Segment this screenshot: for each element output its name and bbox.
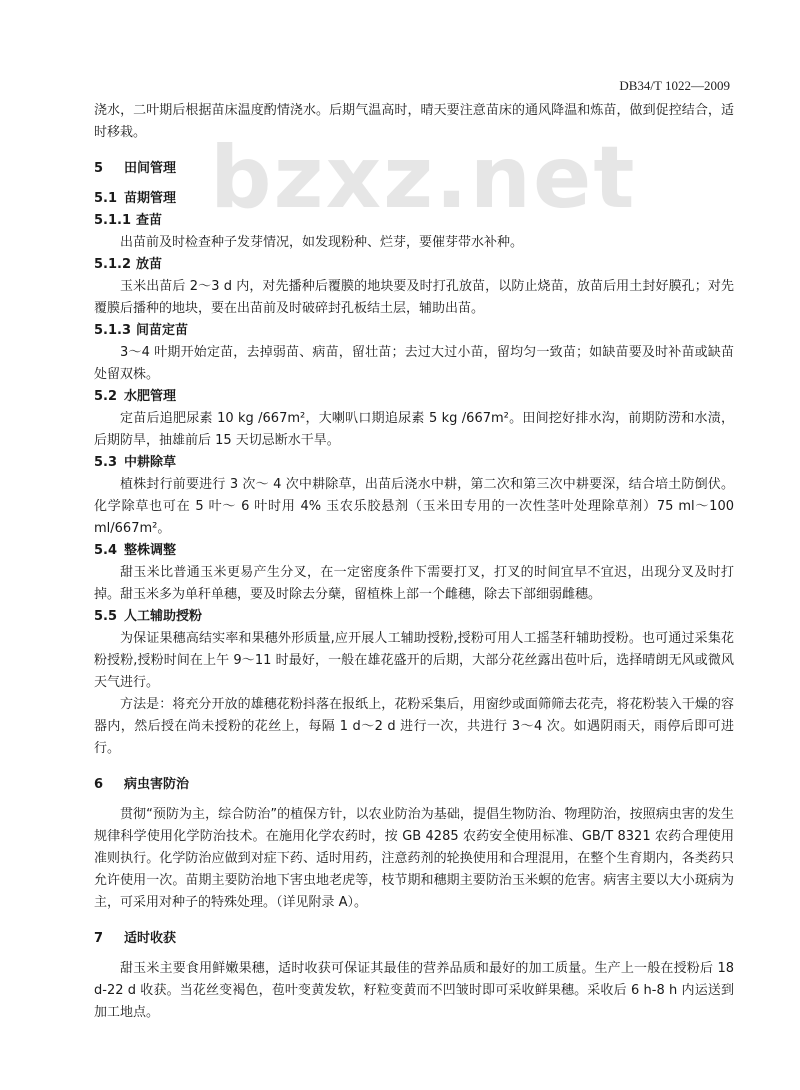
section-number: 5.1.2 [94,257,132,272]
section-title: 间苗定苗 [136,323,189,338]
section-5-4-text: 甜玉米比普通玉米更易产生分叉，在一定密度条件下需要打叉，打叉的时间宜早不宜迟，出现分叉及时打掉。甜玉米多为单秆单穗，要及时除去分蘖，留植株上部一个雌穗，除去下部细弱雌穗。 [94,565,734,602]
section-5-1-3-text: 3～4 叶期开始定苗，去掉弱苗、病苗，留壮苗；去过大过小苗，留均匀一致苗；如缺苗要及时补苗或缺苗处留双株。 [94,345,734,382]
document-body [94,100,734,1024]
section-title: 适时收获 [124,931,177,946]
section-number: 5.1.1 [94,213,132,228]
section-number: 7 [94,931,104,946]
section-5-1-1-text: 出苗前及时检查种子发芽情况，如发现粉种、烂芽，要催芽带水补种。 [120,235,524,250]
section-title: 苗期管理 [124,191,177,206]
section-5-1-3-heading [94,320,734,342]
section-5-5-text: 为保证果穗高结实率和果穗外形质量,应开展人工辅助授粉,授粉可用人工摇茎秆辅助授粉。也可通过采集花粉授粉,授粉时间在上午 9～11 时最好，一般在雄花盛开的后期，大部分花丝露出苞叶后，选择晴朗无风或微风天气进行。 [94,631,734,690]
section-5-2-heading [94,386,734,408]
section-5-5-method-text: 方法是：将充分开放的雄穗花粉抖落在报纸上，花粉采集后，用窗纱或面筛筛去花壳，将花粉装入干燥的容器内，然后授在尚未授粉的花丝上，每隔 1 d～2 d 进行一次，共进行 3～4 次。如遇阴雨天，雨停后即可进行。 [94,697,734,756]
section-title: 中耕除草 [124,455,177,470]
section-title: 放苗 [136,257,163,272]
section-5-1-2-text: 玉米出苗后 2～3 d 内，对先播种后覆膜的地块要及时打孔放苗，以防止烧苗，放苗后用土封好膜孔；对先覆膜后播种的地块，要在出苗前及时破碎封孔板结土层，辅助出苗。 [94,279,734,316]
section-number: 5.4 [94,543,118,558]
section-5-1-2-heading [94,254,734,276]
intro-paragraph: 浇水，二叶期后根据苗床温度酌情浇水。后期气温高时，晴天要注意苗床的通风降温和炼苗，做到促控结合，适时移栽。 [94,103,734,140]
section-number: 5.2 [94,389,118,404]
section-number: 5.3 [94,455,118,470]
section-title: 人工辅助授粉 [124,609,203,624]
section-title: 整株调整 [124,543,177,558]
section-6-heading [94,774,734,796]
section-5-1-1-heading [94,210,734,232]
section-title: 水肥管理 [124,389,177,404]
section-title: 田间管理 [124,161,177,176]
section-number: 5.1 [94,191,118,206]
section-number: 5.1.3 [94,323,132,338]
section-5-heading [94,158,734,180]
section-number: 5.5 [94,609,118,624]
section-5-4-heading [94,540,734,562]
document-code: DB34/T 1022—2009 [619,78,730,93]
section-5-3-heading [94,452,734,474]
section-5-5-heading [94,606,734,628]
section-5-2-text: 定苗后追肥尿素 10 kg /667m²，大喇叭口期追尿素 5 kg /667m²。田间挖好排水沟，前期防涝和水渍，后期防旱，抽雄前后 15 天切忌断水干旱。 [94,411,734,448]
section-6-text: 贯彻“预防为主，综合防治”的植保方针，以农业防治为基础，提倡生物防治、物理防治，按照病虫害的发生规律科学使用化学防治技术。在施用化学农药时，按 GB 4285 农药安全使用标准、GB/T 8321 农药合理使用准则执行。化学防治应做到对症下药、适时用药，注意药剂的轮换使用和合理混用，在整个生育期内，各类药只允许使用一次。苗期主要防治地下害虫地老虎等，枝节期和穗期主要防治玉米螟的危害。病害主要以大小斑病为主，可采用对种子的特殊处理。（详见附录 A）。 [94,807,734,910]
section-title: 查苗 [136,213,163,228]
section-5-3-text: 植株封行前要进行 3 次～ 4 次中耕除草，出苗后浇水中耕，第二次和第三次中耕要深，结合培土防倒伏。化学除草也可在 5 叶～ 6 叶时用 4% 玉农乐胶悬剂（玉米田专用的一次性茎叶处理除草剂）75 ml～100 ml/667m²。 [94,477,734,536]
section-number: 6 [94,777,104,792]
section-number: 5 [94,161,104,176]
section-7-text: 甜玉米主要食用鲜嫩果穗，适时收获可保证其最佳的营养品质和最好的加工质量。生产上一般在授粉后 18 d-22 d 收获。当花丝变褐色，苞叶变黄发软，籽粒变黄而不凹皱时即可采收鲜果穗。采收后 6 h-8 h 内运送到加工地点。 [94,961,734,1020]
section-7-heading [94,928,734,950]
section-5-1-heading [94,188,734,210]
section-title: 病虫害防治 [124,777,190,792]
watermark: bzxz.net [210,128,637,228]
